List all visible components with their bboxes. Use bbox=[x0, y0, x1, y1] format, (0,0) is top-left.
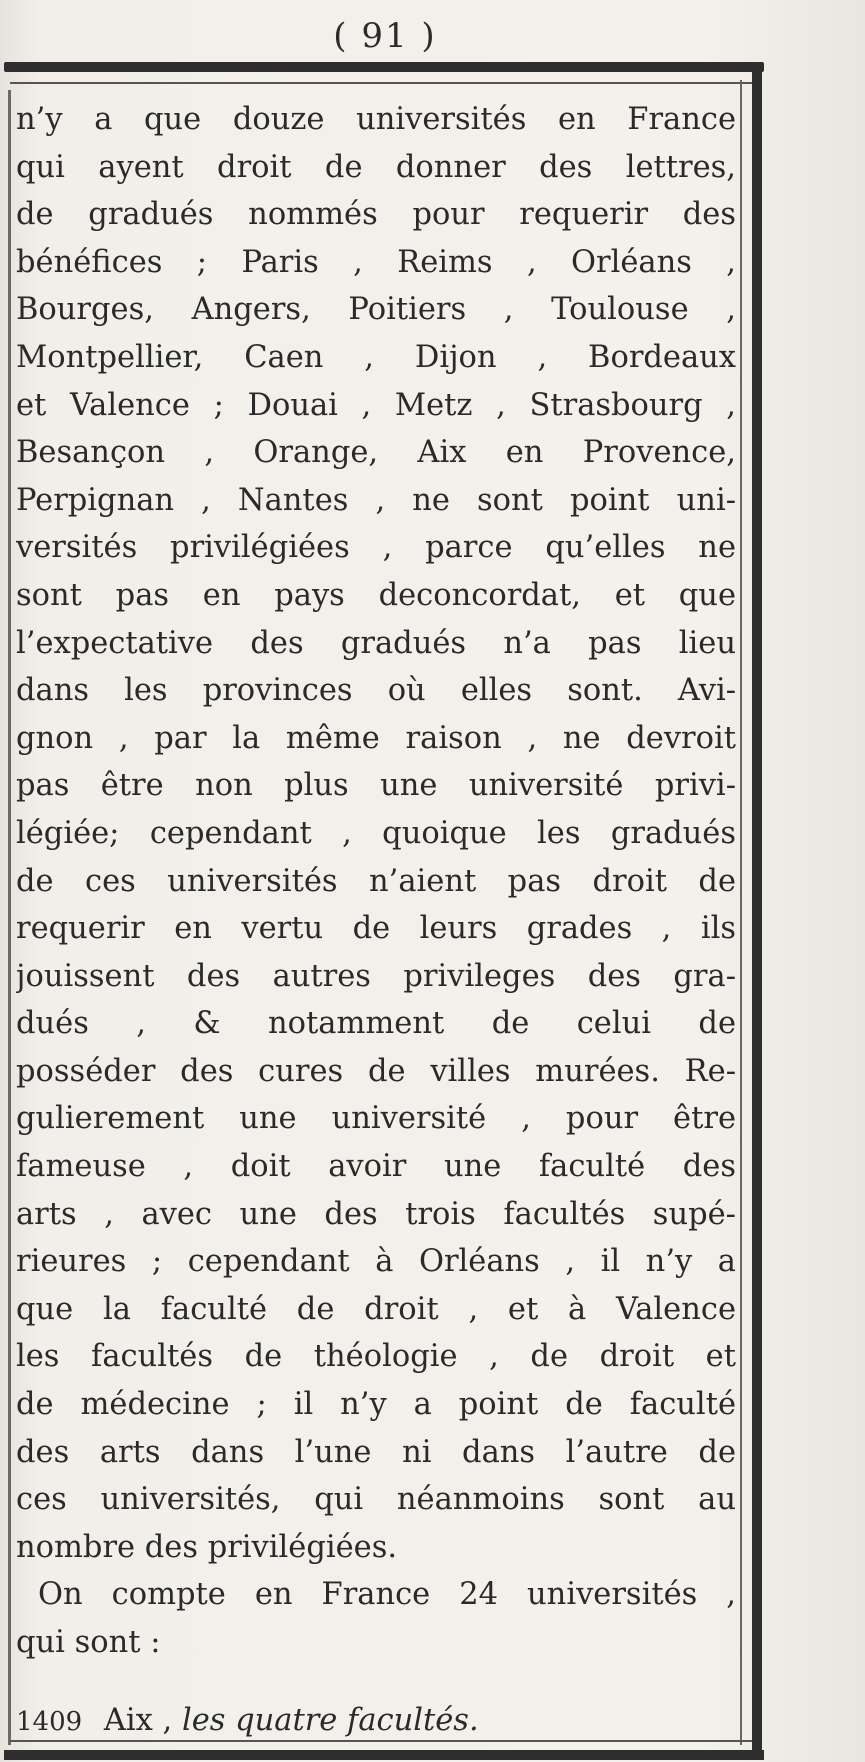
text-line: gnon , par la même raison , ne devroit bbox=[16, 720, 736, 756]
entry-detail: les quatre facultés. bbox=[181, 1702, 479, 1738]
text-line: rieures ; cependant à Orléans , il n’y a bbox=[16, 1244, 736, 1280]
text-line: dués , & notamment de celui de bbox=[16, 1006, 736, 1042]
text-line: Besançon , Orange, Aix en Provence, bbox=[16, 435, 736, 471]
text-line: versités privilégiées , parce qu’elles ne bbox=[16, 530, 736, 566]
text-line: gulierement une université , pour être bbox=[16, 1101, 736, 1137]
frame-border-right bbox=[752, 64, 762, 1754]
text-line: requerir en vertu de leurs grades , ils bbox=[16, 911, 736, 947]
paragraph-last-line: nombre des privilégiées. bbox=[16, 1529, 398, 1565]
text-line: ces universités, qui néanmoins sont au bbox=[16, 1482, 736, 1518]
text-line: l’expectative des gradués n’a pas lieu bbox=[16, 625, 736, 661]
paragraph-2-line-2: qui sont : bbox=[16, 1625, 161, 1660]
text-line: Montpellier, Caen , Dijon , Bordeaux bbox=[16, 339, 736, 375]
text-line: de gradués nommés pour requerir des bbox=[16, 197, 736, 233]
page-number: ( 91 ) bbox=[333, 16, 437, 56]
text-line: dans les provinces où elles sont. Avi- bbox=[16, 673, 736, 709]
frame-rule-top bbox=[10, 82, 752, 84]
entry-year: 1409 bbox=[16, 1706, 83, 1737]
body-text bbox=[16, 96, 736, 1744]
text-line: posséder des cures de villes murées. Re- bbox=[16, 1053, 736, 1089]
text-line: n’y a que douze universités en France bbox=[16, 102, 736, 137]
university-entry bbox=[16, 1697, 736, 1745]
text-line: de ces universités n’aient pas droit de bbox=[16, 863, 736, 899]
frame-border-top bbox=[4, 62, 764, 72]
text-line: les facultés de théologie , de droit et bbox=[16, 1339, 736, 1375]
text-line: fameuse , doit avoir une faculté des bbox=[16, 1149, 736, 1185]
text-line: et Valence ; Douai , Metz , Strasbourg , bbox=[16, 387, 736, 423]
text-line: Perpignan , Nantes , ne sont point uni- bbox=[16, 482, 736, 518]
frame-rule-right bbox=[740, 80, 742, 1745]
text-line: des arts dans l’une ni dans l’autre de bbox=[16, 1434, 736, 1470]
entry-name: Aix , bbox=[103, 1702, 173, 1738]
text-line: légiée; cependant , quoique les gradués bbox=[16, 815, 736, 851]
text-line: Bourges, Angers, Poitiers , Toulouse , bbox=[16, 292, 736, 328]
text-line: jouissent des autres privileges des gra- bbox=[16, 958, 736, 994]
text-line: bénéfices ; Paris , Reims , Orléans , bbox=[16, 244, 736, 280]
text-line: qui ayent droit de donner des lettres, bbox=[16, 149, 736, 185]
text-line: pas être non plus une université privi- bbox=[16, 768, 736, 804]
text-line: sont pas en pays deconcordat, et que bbox=[16, 577, 736, 613]
frame-rule-left bbox=[8, 90, 11, 1745]
paragraph-2-line-1: On compte en France 24 universités , bbox=[38, 1577, 736, 1613]
text-line: que la faculté de droit , et à Valence bbox=[16, 1291, 736, 1327]
text-line: de médecine ; il n’y a point de faculté bbox=[16, 1387, 736, 1423]
frame-border-bottom bbox=[4, 1750, 764, 1760]
text-line: arts , avec une des trois facultés supé- bbox=[16, 1196, 736, 1232]
